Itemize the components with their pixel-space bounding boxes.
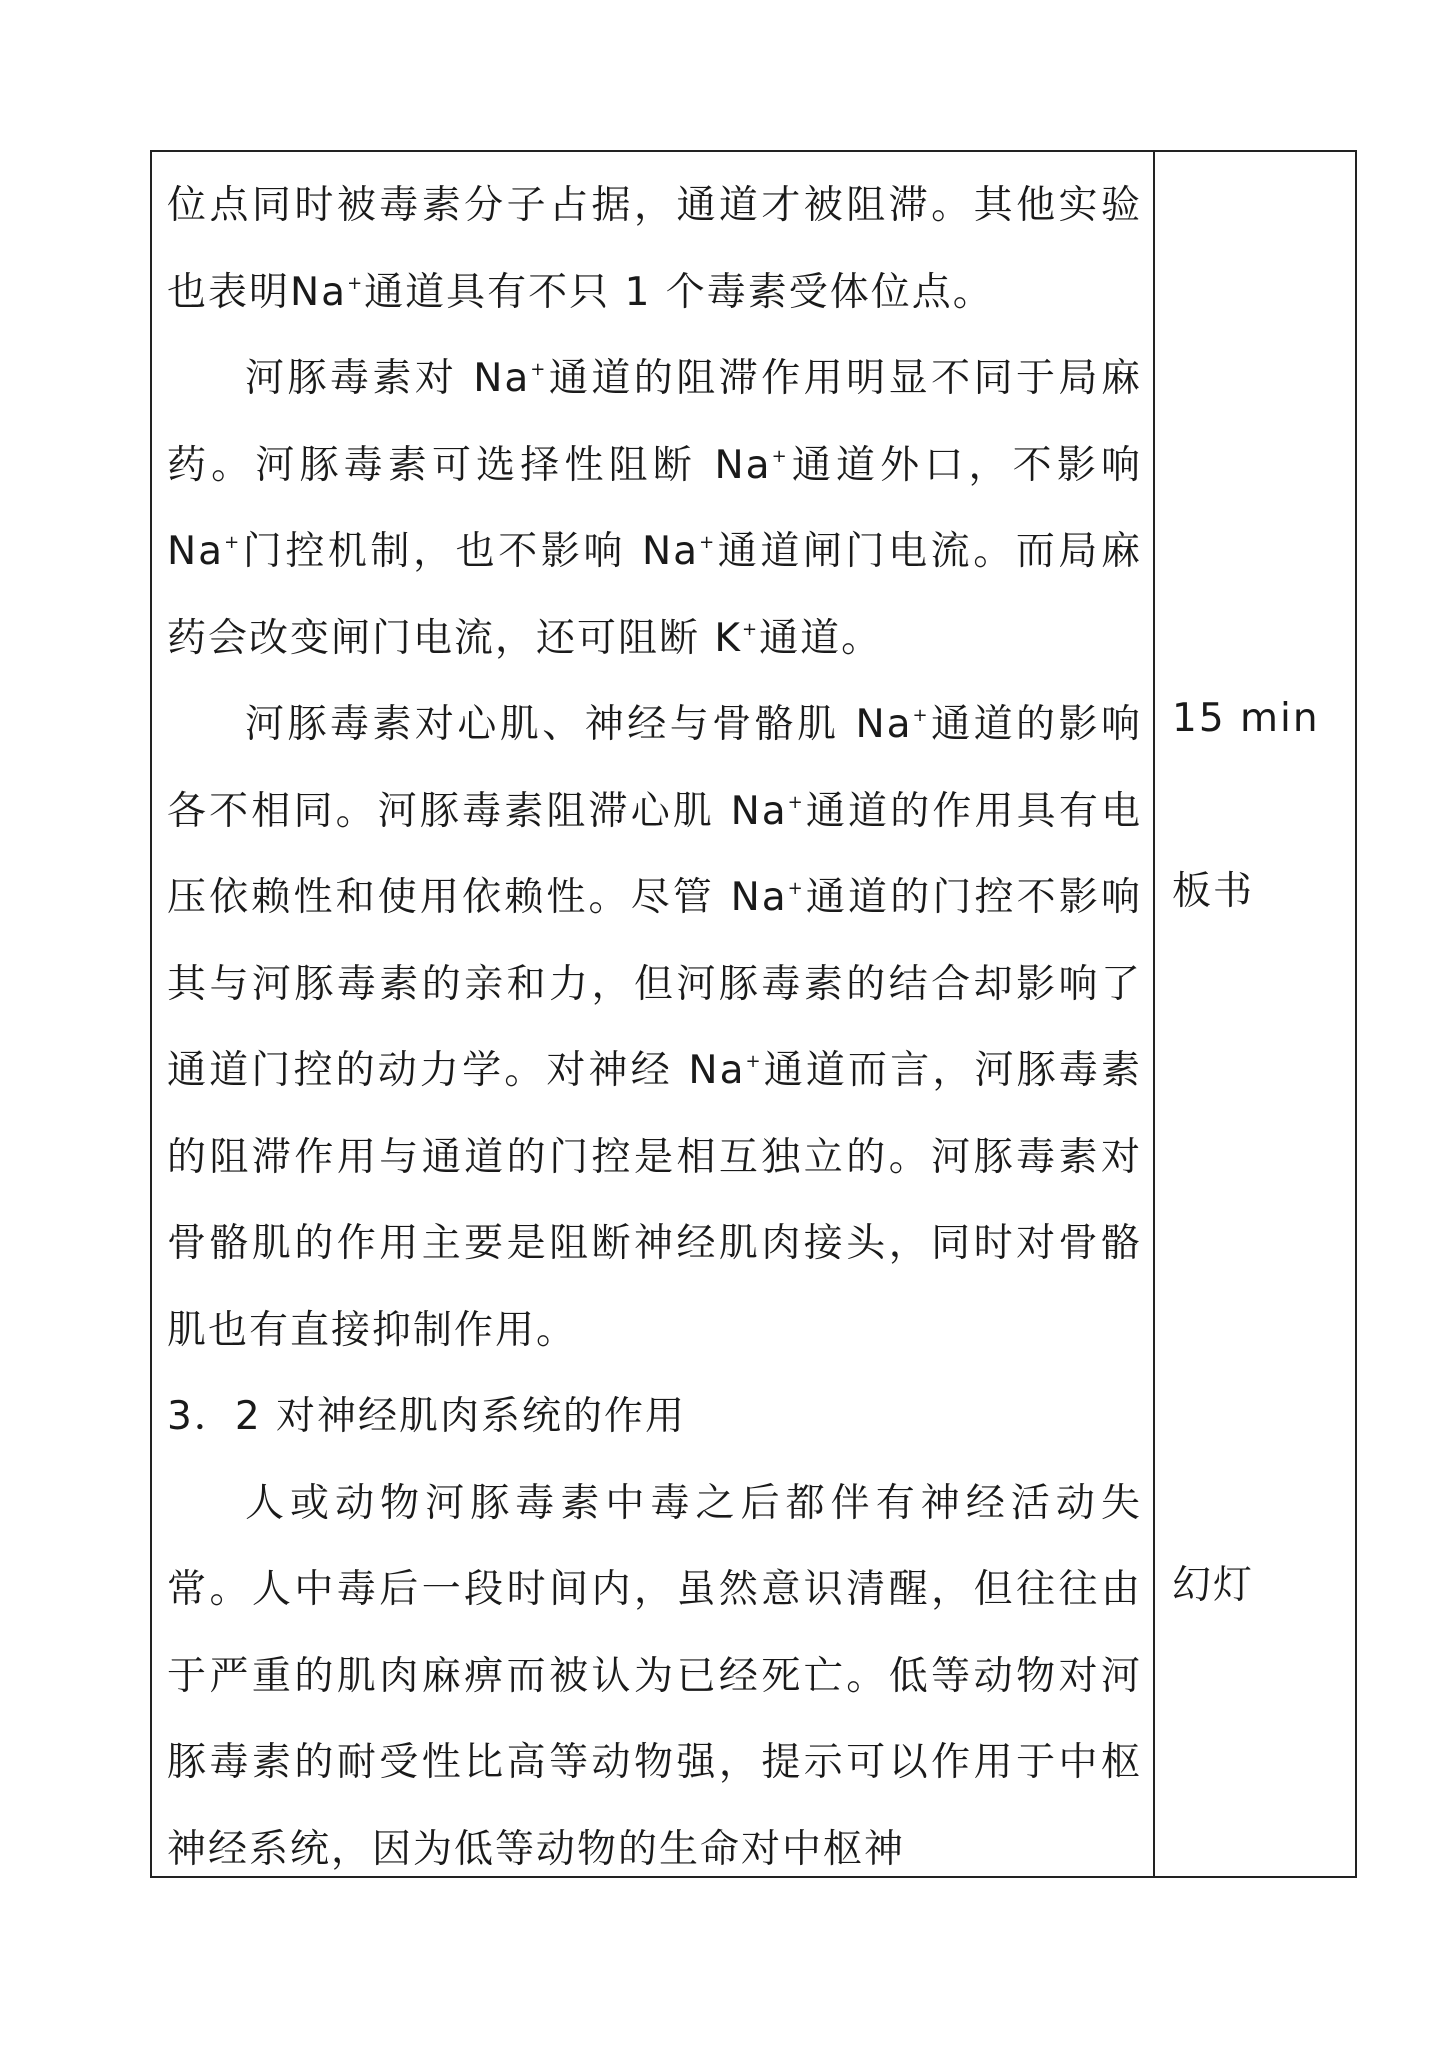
side-note-blackboard: 板书	[1172, 869, 1255, 914]
paragraph-5: 人或动物河豚毒素中毒之后都伴有神经活动失常。人中毒后一段时间内，虽然意识清醒，但往往由于严重的肌肉麻痹而被认为已经死亡。低等动物对河豚毒素的耐受性比高等动物强，提示可以作用于中枢神经系统，因为低等动物的生命对中枢神	[167, 1480, 1142, 1872]
paragraph-2: 河豚毒素对 Na+通道的阻滞作用明显不同于局麻药。河豚毒素可选择性阻断 Na+通道外口，不影响 Na+门控机制，也不影响 Na+通道闸门电流。而局麻药会改变闸门电流，还可阻断 K+通道。	[167, 356, 1142, 661]
side-note-slides: 幻灯	[1172, 1563, 1255, 1608]
side-note-time: 15 min	[1172, 696, 1320, 741]
main-text-column	[167, 163, 1142, 1893]
column-divider	[1153, 150, 1155, 1878]
section-heading: 3．2 对神经肌肉系统的作用	[167, 1394, 687, 1439]
paragraph-3: 河豚毒素对心肌、神经与骨骼肌 Na+通道的影响各不相同。河豚毒素阻滞心肌 Na+通道的作用具有电压依赖性和使用依赖性。尽管 Na+通道的门控不影响其与河豚毒素的亲和力，但河豚毒素的结合却影响了通道门控的动力学。对神经 Na+通道而言，河豚毒素的阻滞作用与通道的门控是相互独立的。河豚毒素对骨骼肌的作用主要是阻断神经肌肉接头，同时对骨骼肌也有直接抑制作用。	[167, 702, 1142, 1353]
paragraph-1: 位点同时被毒素分子占据，通道才被阻滞。其他实验也表明Na+通道具有不只 1 个毒素受体位点。	[167, 183, 1142, 315]
